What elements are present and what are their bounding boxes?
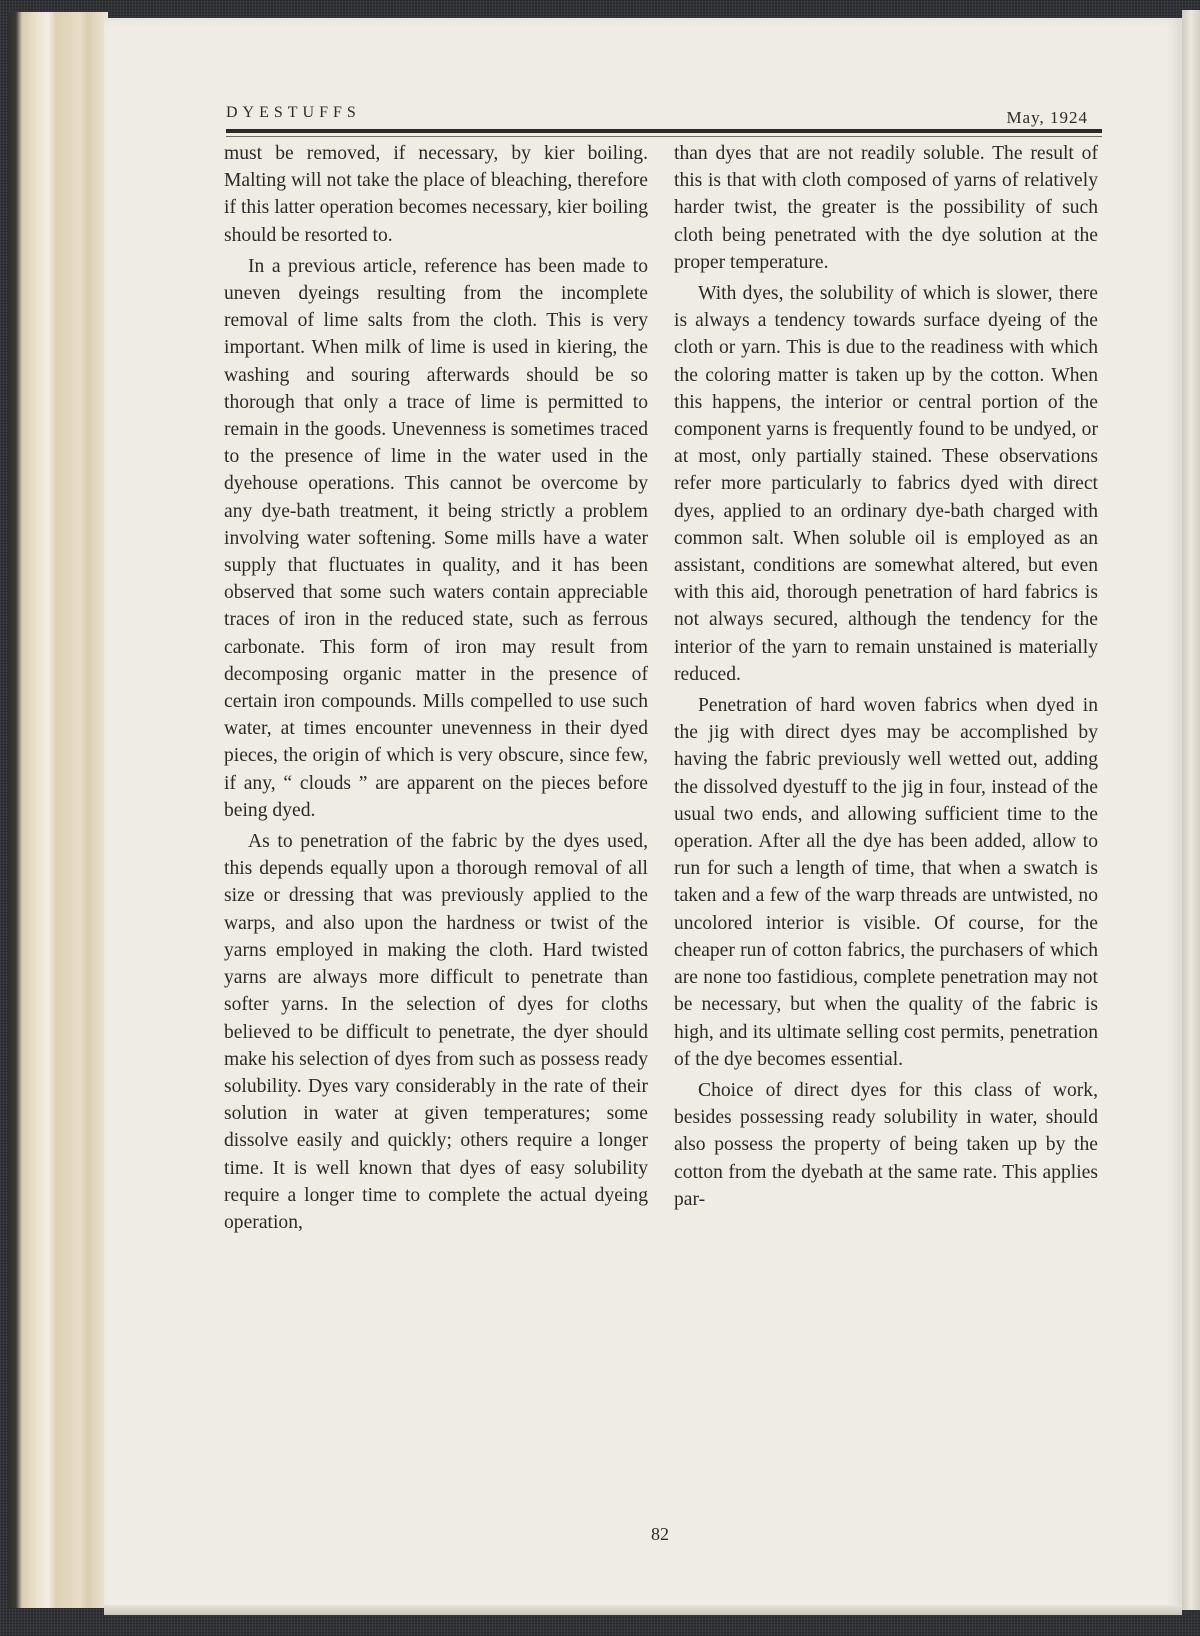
journal-title: DYESTUFFS xyxy=(226,104,361,121)
page-bottom-edge xyxy=(104,1605,1182,1615)
header-rule-thick xyxy=(226,129,1102,133)
paragraph: than dyes that are not readily soluble. The result of this is that with cloth composed of yarns of relatively harder twist, the greater is the possibility of such cloth being penetrated with the dye solution at the proper temperature. xyxy=(674,143,1098,273)
left-column xyxy=(224,140,648,1240)
paragraph: Penetration of hard woven fabrics when dyed in the jig with direct dyes may be accomplished by having the fabric previously well wetted out, adding the dissolved dyestuff to the jig in four, instead of the usual two ends, and allowing sufficient time to the operation. After all the dye has been added, allow to run for such a length of time, that when a swatch is taken and a few of the warp threads are untwisted, no uncolored interior is visible. Of course, for the cheaper run of cotton fabrics, the purchasers of which are none too fastidious, complete penetration may not be necessary, but when the quality of the fabric is high, and its ultimate selling cost permits, penetration of the dye becomes essential. xyxy=(674,695,1098,1070)
paragraph: With dyes, the solubility of which is slower, there is always a tendency towards surface dyeing of the cloth or yarn. This is due to the readiness with which the coloring matter is taken up by the cotton. When this happens, the interior or central portion of the component yarns is frequently found to be undyed, or at most, only partially stained. These observations refer more particularly to fabrics dyed with direct dyes, applied to an ordinary dye-bath charged with common salt. When soluble oil is employed as an assistant, conditions are somewhat altered, but even with this aid, thorough penetration of hard fabrics is not always secured, although the tendency for the interior of the yarn to remain unstained is materially reduced. xyxy=(674,283,1098,685)
paragraph: Choice of direct dyes for this class of work, besides possessing ready solubility in water, should also possess the property of being taken up by the cotton from the dyebath at the same rate. This applies par- xyxy=(674,1079,1098,1210)
facing-page-edge xyxy=(1182,10,1200,1610)
paragraph: In a previous article, reference has been made to uneven dyeings resulting from the incomplete removal of lime salts from the cloth. This is very important. When milk of lime is used in kiering, the washing and souring afterwards should be so thorough that only a trace of lime is permitted to remain in the goods. Unevenness is sometimes traced to the presence of lime in the water used in the dyehouse operations. This cannot be overcome by any dye-bath treatment, it being strictly a problem involving water softening. Some mills have a water supply that fluctuates in quality, and it has been observed that some such waters contain appreciable traces of iron in the reduced state, such as ferrous carbonate. This form of iron may result from decomposing organic matter in the presence of certain iron compounds. Mills compelled to use such water, at times encounter unevenness in their dyed pieces, the origin of which is very obscure, since few, if any, “ clouds ” are apparent on the pieces before being dyed. xyxy=(224,255,648,821)
paragraph: As to penetration of the fabric by the dyes used, this depends equally upon a thorough removal of all size or dressing that was previously applied to the warps, and also upon the hardness or twist of the yarns employed in making the cloth. Hard twisted yarns are always more difficult to penetrate than softer yarns. In the selection of dyes for cloths believed to be difficult to penetrate, the dyer should make his selection of dyes from such as possess ready solubility. Dyes vary considerably in the rate of their solution in water at given temperatures; some dissolve easily and quickly; others require a longer time. It is well known that dyes of easy solubility require a longer time to complete the actual dyeing operation, xyxy=(224,831,648,1233)
right-column xyxy=(674,140,1098,1217)
header-rule-thin xyxy=(226,136,1102,137)
issue-date: May, 1924 xyxy=(1006,108,1088,127)
running-head xyxy=(226,96,1088,132)
paragraph: must be removed, if necessary, by kier boiling. Malting will not take the place of bleaching, therefore if this latter operation becomes necessary, kier boiling should be resorted to. xyxy=(224,143,648,246)
page-edges-stack xyxy=(8,12,108,1608)
page-number: 82 xyxy=(651,1524,669,1544)
